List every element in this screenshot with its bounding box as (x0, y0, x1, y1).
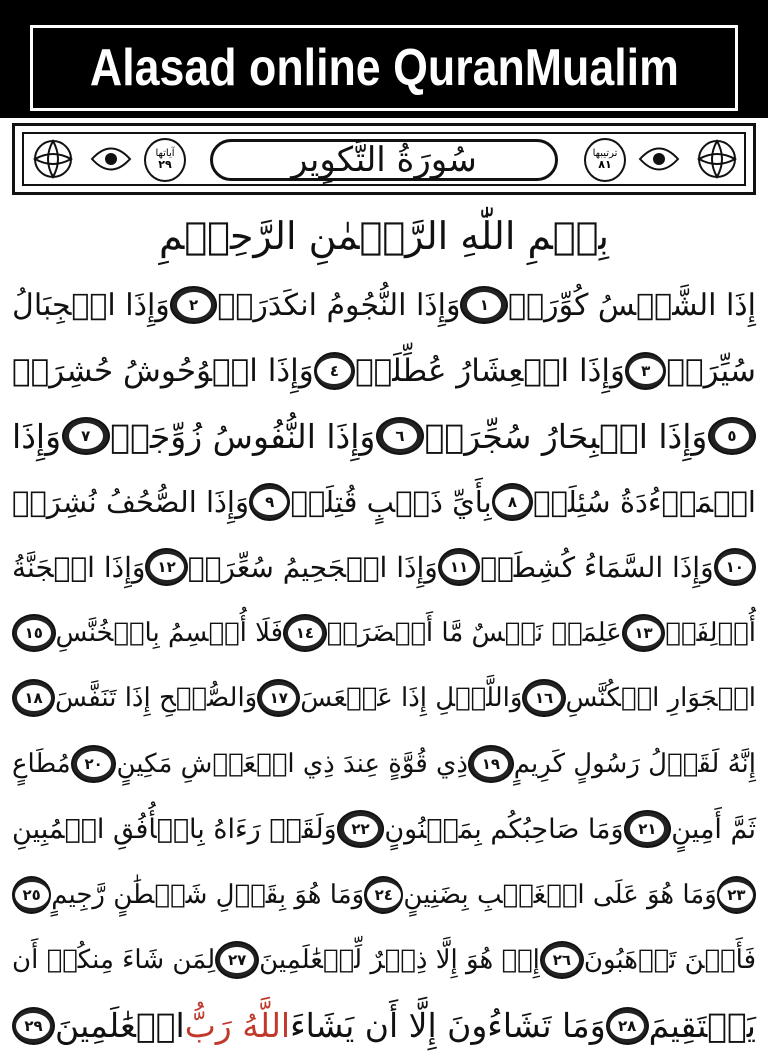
order-number: ٨١ (598, 158, 612, 172)
ayah-number: ٩ (253, 489, 287, 515)
ayah-number-marker (438, 548, 480, 586)
verse-text: الۡجَوَارِ الۡكُنَّسِ (565, 683, 756, 713)
verses-count-medallion (144, 138, 186, 182)
ayah-number: ٢٦ (545, 947, 579, 973)
verse-line (12, 862, 756, 928)
ayah-number-marker (62, 417, 110, 455)
ayah-number-marker (540, 941, 584, 979)
header-inner-frame (22, 132, 746, 186)
ayah-number: ٢٢ (344, 816, 378, 842)
ayah-number-marker (522, 679, 565, 717)
verse-text: وَإِذَا الۡجَحِيمُ سُعِّرَتۡ (187, 550, 438, 584)
verse-text: وَإِذَا الۡجِبَالُ (12, 287, 170, 323)
ayah-number-marker (625, 352, 666, 390)
ayah-number: ٦ (383, 423, 417, 449)
verse-text: مُطَاعٍ (12, 748, 71, 779)
ayah-number: ٣ (629, 358, 663, 384)
verse-text: وَإِذَا الۡجَنَّةُ (12, 550, 146, 584)
verse-text: وَإِذَا الۡوُحُوشُ حُشِرَتۡ (12, 352, 314, 389)
verse-text: وَإِذَا الصُّحُفُ نُشِرَتۡ (12, 484, 249, 519)
right-ornament-2-icon (636, 136, 682, 182)
ayah-number-marker (257, 679, 300, 717)
ayah-number: ١ (467, 292, 501, 318)
verse-text: وَمَا صَاحِبُكُم بِمَجۡنُونٍ (384, 813, 624, 845)
ayah-number-marker (145, 548, 187, 586)
ayah-number: ١٤ (288, 620, 322, 646)
verse-line (12, 796, 756, 862)
title-frame (30, 25, 738, 111)
ayah-number: ٢ (177, 292, 211, 318)
ayah-number-marker (337, 810, 385, 848)
verse-line (12, 403, 756, 469)
left-ornament-icon (30, 136, 76, 182)
verse-text: وَإِذَا النُّجُومُ انكَدَرَتۡ (217, 287, 461, 323)
header-frame (12, 123, 756, 195)
ayah-number: ١٩ (474, 751, 508, 777)
ayah-number-marker (71, 745, 117, 783)
verse-text: الۡعَٰلَمِينَ (54, 1006, 185, 1045)
verse-text: بِأَيِّ ذَنۢبٍ قُتِلَتۡ (290, 484, 492, 519)
ayah-number-marker (12, 876, 51, 914)
verse-text: سُيِّرَتۡ (666, 352, 756, 389)
verse-text: وَمَا هُوَ عَلَى الۡغَيۡبِ بِضَنِينٍ (403, 879, 717, 910)
surah-header (0, 118, 768, 200)
ayah-number-marker (249, 483, 290, 521)
verse-text: ذِي قُوَّةٍ عِندَ ذِي الۡعَرۡشِ مَكِينٍ (116, 748, 468, 779)
basmala: بِسۡمِ اللّٰهِ الرَّحۡمٰنِ الرَّحِيۡمِ (159, 214, 609, 258)
verse-text: أُزۡلِفَتۡ (665, 617, 756, 648)
verse-text: وَإِذَا النُّفُوسُ زُوِّجَتۡ (110, 416, 376, 456)
ayah-number-marker (12, 1007, 55, 1045)
ayah-number-marker (12, 614, 56, 652)
ayah-number: ٢٠ (77, 751, 111, 777)
ayah-number-marker (170, 286, 218, 324)
ayah-number: ٧ (69, 423, 103, 449)
ayah-number: ٢١ (630, 816, 664, 842)
verse-line (12, 338, 756, 404)
verse-line (12, 469, 756, 535)
ayah-number: ٢٣ (719, 882, 753, 908)
right-ornament-icon (694, 136, 740, 182)
verses-label: آياتها (155, 147, 175, 159)
page-title: Alasad online QuranMualim (89, 39, 679, 97)
ayah-number: ١٦ (527, 685, 561, 711)
verse-text: إِنۡ هُوَ إِلَّا ذِكۡرٌ لِّلۡعَٰلَمِينَ (259, 945, 540, 975)
order-label: ترتيبها (592, 147, 618, 159)
ayah-number: ٢٥ (15, 882, 49, 908)
ayah-number: ٢٤ (367, 882, 401, 908)
surah-name-cartouche (210, 139, 558, 181)
ayah-number-marker (364, 876, 403, 914)
ayah-number: ٨ (495, 489, 529, 515)
ayah-number-marker (622, 614, 666, 652)
ayah-number: ٢٩ (16, 1013, 50, 1039)
verse-text: وَمَا هُوَ بِقَوۡلِ شَيۡطَٰنٍ رَّجِيمٍ (51, 879, 365, 910)
verse-text: وَإِذَا السَّمَاءُ كُشِطَتۡ (480, 550, 714, 584)
ayah-number: ١٨ (17, 685, 51, 711)
verse-text: الۡمَوۡءُدَةُ سُئِلَتۡ (533, 484, 756, 519)
verse-text: إِذَا الشَّمۡسُ كُوِّرَتۡ (508, 287, 756, 323)
ayah-number-marker (492, 483, 533, 521)
verse-text: وَاللَّيۡلِ إِذَا عَسۡعَسَ (300, 683, 523, 713)
verse-text: إِنَّهُ لَقَوۡلُ رَسُولٍ كَرِيمٍ (513, 748, 756, 779)
ayah-number-marker (215, 941, 259, 979)
order-number-medallion (584, 138, 626, 182)
ayah-number-marker (708, 417, 756, 455)
verse-text: وَإِذَا الۡعِشَارُ عُطِّلَتۡ (355, 352, 626, 389)
verses-count: ٢٩ (158, 158, 172, 172)
ayah-number: ١٠ (718, 554, 752, 580)
ayah-number-marker (376, 417, 424, 455)
ayah-number: ١١ (442, 554, 476, 580)
ayah-number-marker (468, 745, 514, 783)
verse-line (12, 272, 756, 338)
verse-text: وَإِذَا الۡبِحَارُ سُجِّرَتۡ (424, 416, 708, 456)
divine-name-text: اللَّهُ رَبُّ (184, 1006, 291, 1045)
ayah-number-marker (283, 614, 327, 652)
title-banner (0, 0, 768, 118)
verse-text: عَلِمَتۡ نَفۡسٌ مَّا أَحۡضَرَتۡ (326, 617, 622, 648)
verse-text: فَأَيۡنَ تَذۡهَبُونَ (583, 945, 756, 975)
verse-line (12, 993, 756, 1059)
verse-line (12, 665, 756, 731)
ayah-number-marker (12, 679, 55, 717)
ayah-number: ١٣ (627, 620, 661, 646)
ayah-number-marker (460, 286, 508, 324)
ayah-number-marker (717, 876, 756, 914)
verse-text: وَلَقَدۡ رَءَاهُ بِالۡأُفُقِ الۡمُبِينِ (12, 813, 337, 845)
ayah-number: ٢٧ (220, 947, 254, 973)
ayah-number: ٥ (715, 423, 749, 449)
verse-text: ثَمَّ أَمِينٍ (671, 813, 756, 845)
ayah-number: ٤ (317, 358, 351, 384)
left-ornament-2-icon (88, 136, 134, 182)
ayah-number-marker (606, 1007, 649, 1045)
verse-line (12, 927, 756, 993)
surah-name: سُورَةُ التَّكوِير (291, 140, 477, 180)
verse-text: يَسۡتَقِيمَ (648, 1006, 756, 1045)
verse-text: وَالصُّبۡحِ إِذَا تَنَفَّسَ (55, 683, 258, 713)
ayah-number-marker (714, 548, 756, 586)
ayah-number: ١٥ (17, 620, 51, 646)
ayah-number: ٢٨ (610, 1013, 644, 1039)
ayah-number-marker (624, 810, 672, 848)
ayah-number: ١٢ (150, 554, 184, 580)
verse-line (12, 534, 756, 600)
verse-text: فَلَا أُقۡسِمُ بِالۡخُنَّسِ (55, 617, 284, 648)
ayah-number: ١٧ (262, 685, 296, 711)
verse-text: وَمَا تَشَاءُونَ إِلَّا أَن يَشَاءَ (290, 1006, 606, 1045)
verse-line (12, 731, 756, 797)
verse-text: لِمَن شَاءَ مِنكُمۡ أَن (12, 945, 216, 975)
ayah-number-marker (314, 352, 355, 390)
verse-text: وَإِذَا (12, 416, 62, 456)
verse-line (12, 600, 756, 666)
